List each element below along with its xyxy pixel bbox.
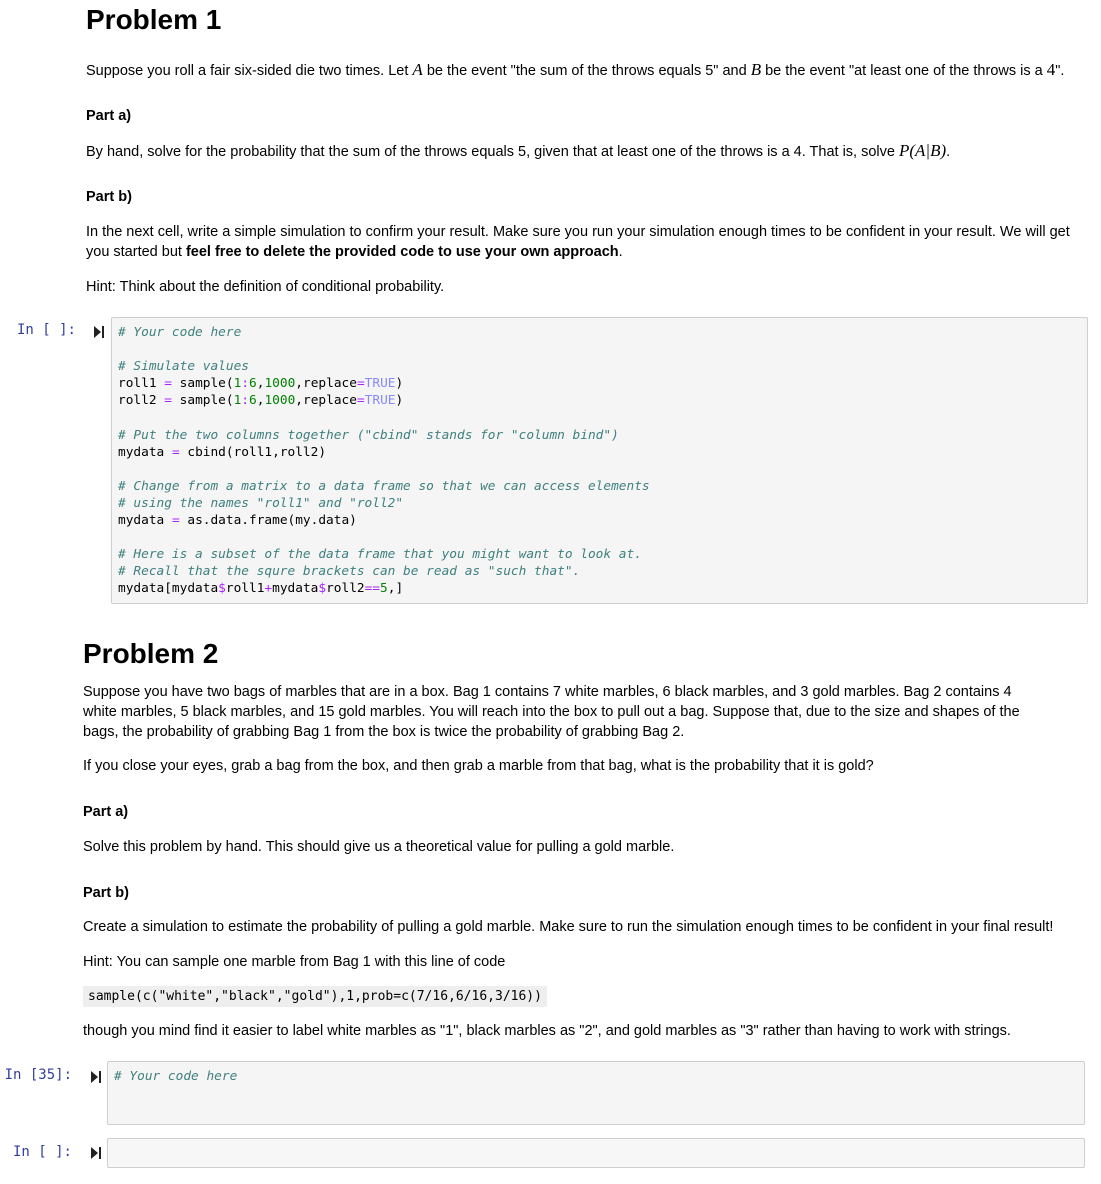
problem-1-intro xyxy=(86,60,1086,81)
code-comment: # Recall that the squre brackets can be read as "such that". xyxy=(118,564,581,580)
code-comment: # Your code here xyxy=(114,1069,238,1084)
event-a-symbol: A xyxy=(412,60,423,79)
code-cell-problem-2[interactable] xyxy=(107,1061,1085,1125)
cell-prompt-35: In [35]: xyxy=(4,1067,72,1083)
code-editor[interactable] xyxy=(114,1068,237,1085)
problem-2-part-b-heading: Part b) xyxy=(83,885,129,901)
intro-text-4: ". xyxy=(1055,63,1065,79)
intro-text-2: be the event "the sum of the throws equals 5" and xyxy=(422,63,751,79)
part-b-text-2: . xyxy=(618,244,623,260)
conditional-probability-expr: P(A|B) xyxy=(899,141,947,160)
cell-prompt: In [ ]: xyxy=(16,322,76,338)
part-a-text: By hand, solve for the probability that the sum of the throws equals 5, given that at least one of the throws is a 4. That is, solve xyxy=(86,144,899,160)
event-b-symbol: B xyxy=(750,60,762,79)
run-cell-icon[interactable] xyxy=(90,1146,102,1160)
problem-2-intro: Suppose you have two bags of marbles that are in a box. Bag 1 contains 7 white marbles, 6 black marbles, and 3 gold marbles. Bag 2 contains 4 white marbles, 5 black marbles, and 15 gold marbles. You will reach into the box to pull out a bag. Suppose that, due to the size and shapes of the bags, the probability of grabbing Bag 1 from the box is twice the probability of grabbing Bag 2. xyxy=(83,684,1020,740)
problem-2-question: If you close your eyes, grab a bag from the box, and then grab a marble from that bag, what is the probability that it is gold? xyxy=(83,758,874,774)
intro-text-1: Suppose you roll a fair six-sided die two times. Let xyxy=(86,63,413,79)
code-comment: # Here is a subset of the data frame that you might want to look at. xyxy=(118,547,642,563)
intro-text-3: be the event "at least one of the throws is a xyxy=(761,63,1047,79)
problem-1-part-a-heading: Part a) xyxy=(86,108,132,124)
part-b-text-1: In the next cell, write a simple simulation to confirm your result. Make sure you run your simulation enough times to be confident in your result. We will get you started but xyxy=(86,224,1070,260)
problem-2-title: Problem 2 xyxy=(83,638,219,669)
inline-code-sample: sample(c("white","black","gold"),1,prob=c(7/16,6/16,3/16)) xyxy=(83,986,547,1007)
problem-1-part-b-text xyxy=(86,222,1081,262)
code-comment: # Put the two columns together ("cbind" stands for "column bind") xyxy=(118,427,619,443)
problem-2-part-a-heading: Part a) xyxy=(83,804,129,820)
code-comment: # Simulate values xyxy=(118,359,249,375)
problem-1-part-a-text xyxy=(86,141,1086,162)
empty-code-cell[interactable] xyxy=(107,1138,1085,1168)
code-editor[interactable]: # Your code here # Simulate values roll1 = sample(1:6,1000,replace=TRUE) roll2 = sample(1:6,1000,replace=TRUE) # Put the two columns together ("cbind" stands for "column bind") mydata = cbind(roll1,roll2) # Change from a matrix to a data frame so that we can access elements # using the names "roll1" and "roll2" mydata = as.data.frame(my.data) # Here is a subset of the data frame that you might want to look at. # Recall that the squre brackets can be read as "such that". mydata[mydata$roll1+mydata$roll2==5,] xyxy=(118,325,650,597)
problem-2-part-b-text: Create a simulation to estimate the probability of pulling a gold marble. Make sure to run the simulation enough times to be confident in your final result! xyxy=(83,919,1054,935)
code-cell-problem-1[interactable] xyxy=(111,317,1088,604)
number-four: 4 xyxy=(1046,60,1056,79)
problem-1-part-b-heading: Part b) xyxy=(86,189,132,205)
problem-2-part-a-text: Solve this problem by hand. This should give us a theoretical value for pulling a gold marble. xyxy=(83,839,675,855)
problem-1-hint: Hint: Think about the definition of conditional probability. xyxy=(86,279,445,295)
empty-cell-prompt: In [ ]: xyxy=(12,1144,72,1160)
problem-2-note: though you mind find it easier to label white marbles as "1", black marbles as "2", and gold marbles as "3" rather than having to work with strings. xyxy=(83,1023,1011,1039)
run-cell-icon[interactable] xyxy=(93,325,105,339)
run-cell-icon[interactable] xyxy=(90,1070,102,1084)
code-comment: # Change from a matrix to a data frame so that we can access elements xyxy=(118,478,650,494)
problem-1-title: Problem 1 xyxy=(86,4,222,35)
code-comment: # Your code here xyxy=(118,325,242,340)
code-comment: # using the names "roll1" and "roll2" xyxy=(118,495,404,511)
part-b-bold-text: feel free to delete the provided code to use your own approach xyxy=(185,244,619,260)
part-a-end: . xyxy=(946,144,951,160)
problem-2-hint: Hint: You can sample one marble from Bag 1 with this line of code xyxy=(83,954,506,970)
